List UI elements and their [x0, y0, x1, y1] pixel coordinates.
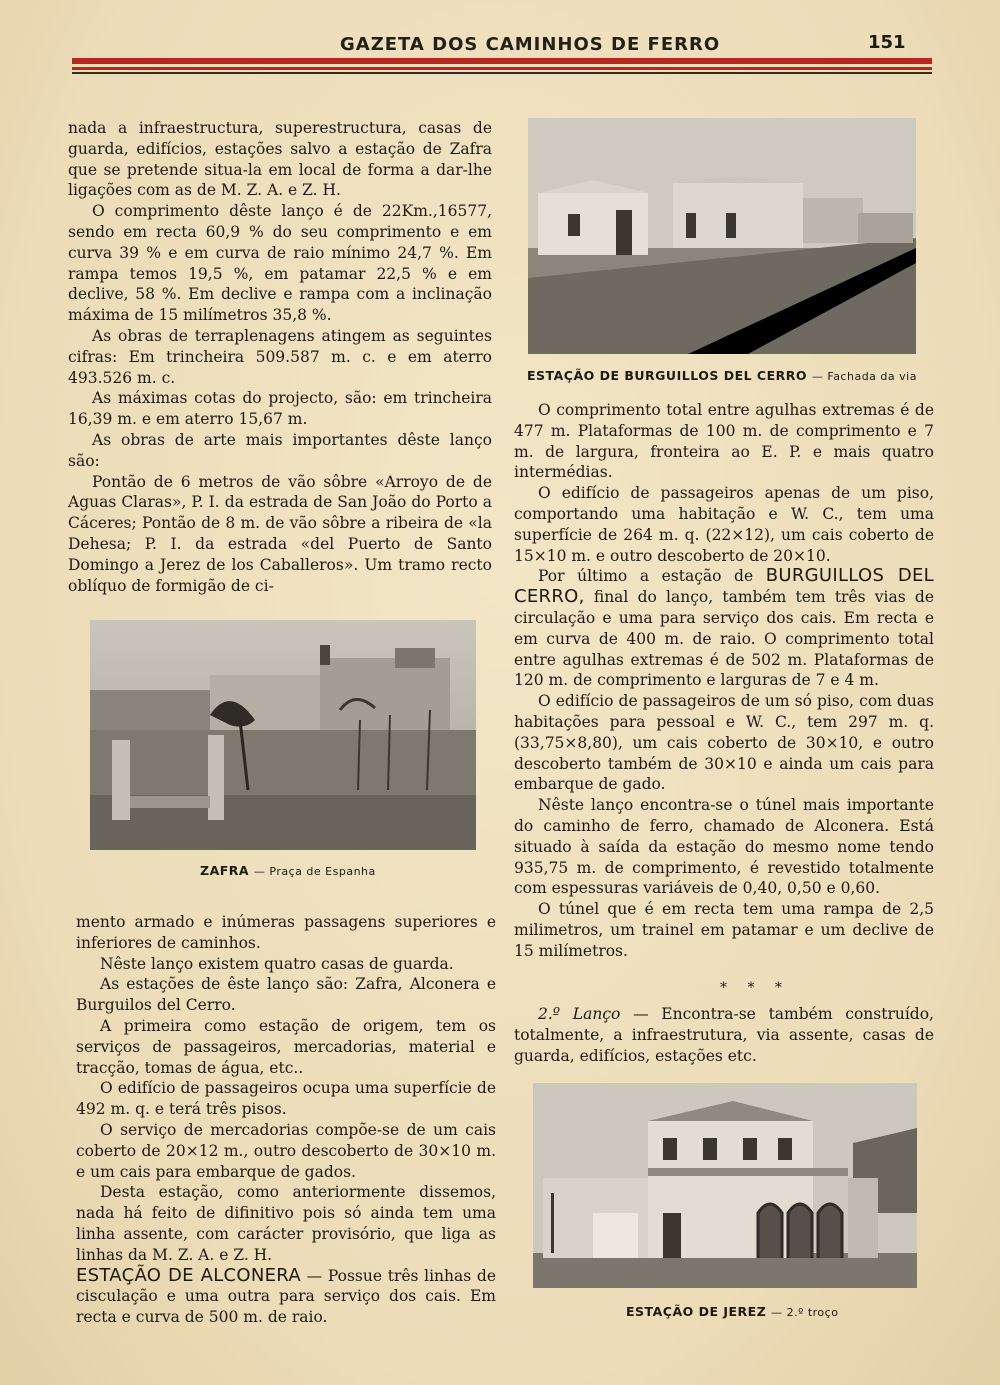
paragraph: O edifício de passageiros apenas de um piso, comportando uma habitação e W. C., tem uma superfície de 264 m. q. (22×12), um cais coberto de 15×10 m. e outro descoberto de 20×10.	[514, 484, 934, 565]
paragraph: Pontão de 6 metros de vão sôbre «Arroyo de de Aguas Claras», P. I. da estrada de San João do Porto a Cáceres; Pontão de 8 m. de vão sôbre a ribeira de «la Dehesa; P. I. da estrada «del Puerto de Santo Domingo a Jerez de los Caballeros». Um tramo recto oblíquo de formigão de ci-	[68, 472, 492, 595]
burguillos-caption	[527, 368, 917, 383]
paragraph: nada a infraestructura, superestructura, casas de guarda, edifícios, estações salvo a estação de Zafra que se pretende situa-la em local de forma a dar-lhe ligações com as de M. Z. A. e Z. H.	[68, 119, 492, 200]
jerez-caption	[626, 1304, 838, 1319]
paragraph: O edifício de passageiros ocupa uma superfície de 492 m. q. e terá três pisos.	[76, 1079, 496, 1119]
paragraph: Nêste lanço existem quatro casas de guarda.	[100, 954, 454, 973]
paragraph: As obras de terraplenagens atingem as seguintes cifras: Em trincheira 509.587 m. c. e em aterro 493.526 m. c.	[68, 326, 492, 387]
header-rule	[72, 72, 932, 74]
alconera-paragraph	[76, 1266, 496, 1328]
zafra-caption	[200, 863, 376, 878]
zafra-photo	[90, 620, 476, 850]
page-number: 151	[868, 32, 906, 53]
paragraph: As máximas cotas do projecto, são: em trincheira 16,39 m. e em aterro 15,67 m.	[68, 389, 492, 429]
paragraph: Nêste lanço encontra-se o túnel mais importante do caminho de ferro, chamado de Alconera. Está situado à saída da estação do mesmo nome tendo 935,75 m. de comprimento, é revestido totalmente com espessuras variáveis de 0,40, 0,50 e 0,60.	[514, 796, 934, 898]
alconera-heading: ESTAÇÃO DE ALCONERA	[76, 1264, 301, 1286]
caption-main: ESTAÇÃO DE BURGUILLOS DEL CERRO	[527, 368, 808, 383]
right-column	[514, 400, 934, 962]
burguillos-photo	[528, 118, 916, 354]
section-separator: * * *	[720, 980, 790, 996]
caption-sub: — Praça de Espanha	[253, 865, 376, 878]
segundo-lanco-text: — Encontra-se também construído, totalmente, a infraestrutura, via assente, casas de guarda, edifícios, estações etc.	[514, 1005, 934, 1065]
segundo-lanco-paragraph	[514, 1004, 934, 1066]
burguillos-station-illustration	[528, 118, 916, 354]
caption-sub: — 2.º troço	[771, 1306, 839, 1319]
paragraph: O comprimento total entre agulhas extremas é de 477 m. Plataformas de 100 m. de comprimento e 7 m. de largura, fronteira ao E. P. e mais quatro intermédias.	[514, 401, 934, 482]
burguillos-heading: BURGUILLOS DEL CERRO,	[514, 565, 934, 608]
segundo-lanco-block	[514, 1004, 934, 1066]
burguillos-text: final do lanço, também tem três vias de circulação e uma para serviço dos cais. Em recta e em curva de 400 m. de raio. O comprimento total entre agulhas extremas é de 502 m. Plataformas de 120 m. de comprimento e larguras de 7 e 4 m.	[514, 588, 934, 690]
paragraph: O comprimento dêste lanço é de 22Km.,16577, sendo em recta 60,9 % do seu comprimento e em curva 39 % e em curva de raio mínimo 24,7 %. Em rampa temos 19,5 %, em patamar 22,5 % e em declive, 58 %. Em declive e rampa com a inclinação máxima de 15 milímetros 35,8 %.	[68, 202, 492, 325]
paragraph: O túnel que é em recta tem uma rampa de 2,5 milimetros, um trainel em patamar e um declive de 15 milímetros.	[514, 900, 934, 960]
zafra-square-illustration	[90, 620, 476, 850]
paragraph: A primeira como estação de origem, tem os serviços de passageiros, mercadorias, material e tracção, tomas de água, etc..	[76, 1016, 496, 1077]
paragraph: As estações de êste lanço são: Zafra, Alconera e Burguilos del Cerro.	[76, 975, 496, 1015]
left-column-top	[68, 118, 492, 596]
segundo-lanco-lead: 2.º Lanço	[538, 1005, 621, 1023]
header-rule	[72, 58, 932, 64]
paragraph: mento armado e inúmeras passagens superiores e inferiores de caminhos.	[76, 913, 496, 952]
paragraph: Desta estação, como anteriormente dissemos, nada há feito de difinitivo pois só ainda tem uma linha assente, com carácter provisório, que liga as linhas da M. Z. A. e Z. H.	[76, 1183, 496, 1264]
left-column-bottom	[76, 912, 496, 1328]
paragraph: O serviço de mercadorias compõe-se de um cais coberto de 20×12 m., outro descoberto de 30×10 m. e um cais para embarque de gados.	[76, 1120, 496, 1181]
page-header-title: GAZETA DOS CAMINHOS DE FERRO	[340, 34, 721, 55]
header-rule	[72, 67, 932, 70]
caption-main: ZAFRA	[200, 863, 250, 878]
burguillos-paragraph	[514, 566, 934, 691]
caption-sub: — Fachada da via	[811, 370, 917, 383]
alconera-text: — Possue três linhas de cisculação e uma outra para serviço dos cais. Em recta e curva de 500 m. de raio.	[76, 1266, 496, 1327]
jerez-station-illustration	[533, 1083, 917, 1288]
paragraph: O edifício de passageiros de um só piso, com duas habitações para pessoal e W. C., tem 297 m. q. (33,75×8,80), um cais coberto de 30×10, e outro descoberto também de 30×10 e ainda um cais para embarque de gado.	[514, 692, 934, 794]
caption-main: ESTAÇÃO DE JEREZ	[626, 1304, 767, 1319]
burguillos-lead: Por último a estação de	[538, 567, 754, 586]
jerez-photo	[533, 1083, 917, 1288]
paragraph: As obras de arte mais importantes dêste lanço são:	[68, 430, 492, 470]
